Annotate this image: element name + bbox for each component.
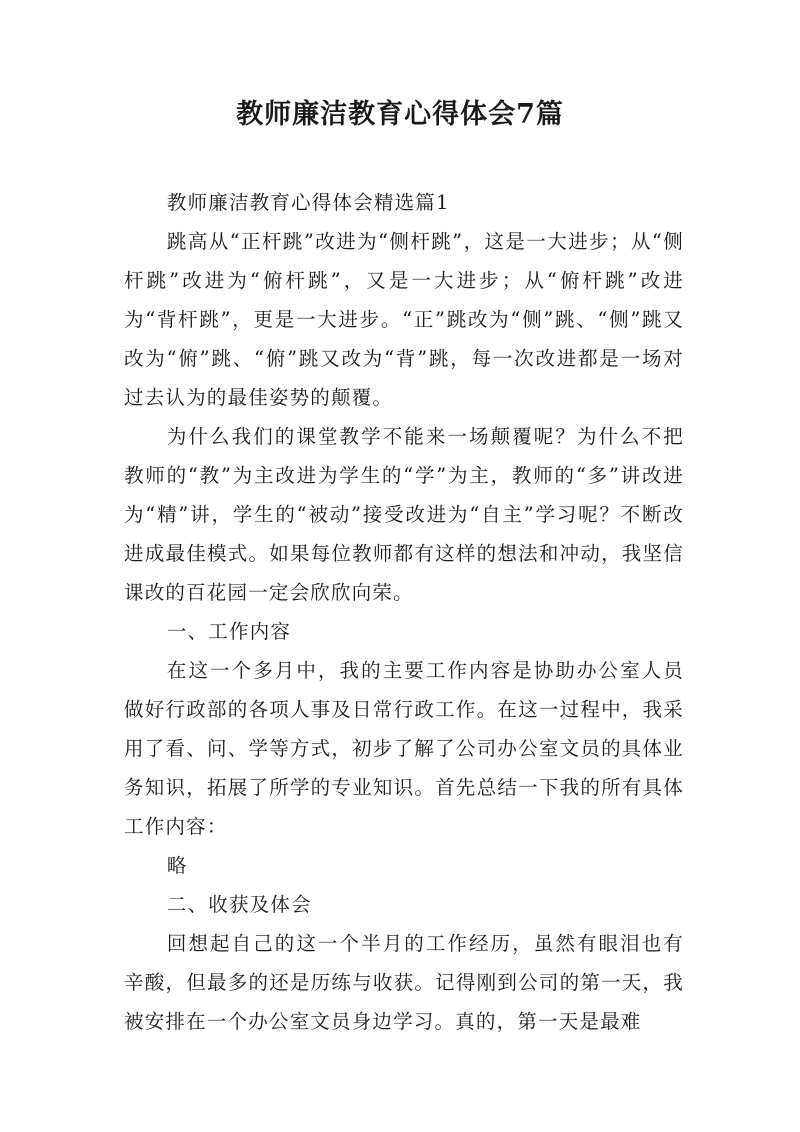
document-body <box>124 183 684 1041</box>
paragraph-3: 在这一个多月中，我的主要工作内容是协助办公室人员做好行政部的各项人事及日常行政工作。在这一过程中，我采用了看、问、学等方式，初步了解了公司办公室文员的具体业务知识，拓展了所学的专业知识。首先总结一下我的所有具体工作内容： <box>124 659 684 838</box>
paragraph-2: 为什么我们的课堂教学不能来一场颠覆呢？为什么不把教师的“教”为主改进为学生的“学”为主，教师的“多”讲改进为“精”讲，学生的“被动”接受改进为“自主”学习呢？不断改进成最佳模式。如果每位教师都有这样的想法和冲动，我坚信课改的百花园一定会欣欣向荣。 <box>124 425 684 604</box>
section-heading-gains: 二、收获及体会 <box>166 893 312 916</box>
omitted-marker: 略 <box>166 854 188 877</box>
document-title: 教师廉洁教育心得体会7篇 <box>236 99 564 130</box>
paragraph-4: 回想起自己的这一个半月的工作经历，虽然有眼泪也有辛酸，但最多的还是历练与收获。记得刚到公司的第一天，我被安排在一个办公室文员身边学习。真的，第一天是最难 <box>124 932 684 1033</box>
paragraph-1: 跳高从“正杆跳”改进为“侧杆跳”，这是一大进步；从“侧杆跳”改进为“俯杆跳”，又是一大进步；从“俯杆跳”改进为“背杆跳”，更是一大进步。“正”跳改为“侧”跳、“侧”跳又改为“俯”跳、“俯”跳又改为“背”跳，每一次改进都是一场对过去认为的最佳姿势的颠覆。 <box>124 230 684 409</box>
section-heading-1: 教师廉洁教育心得体会精选篇1 <box>166 191 450 214</box>
section-heading-work-content: 一、工作内容 <box>166 620 292 643</box>
